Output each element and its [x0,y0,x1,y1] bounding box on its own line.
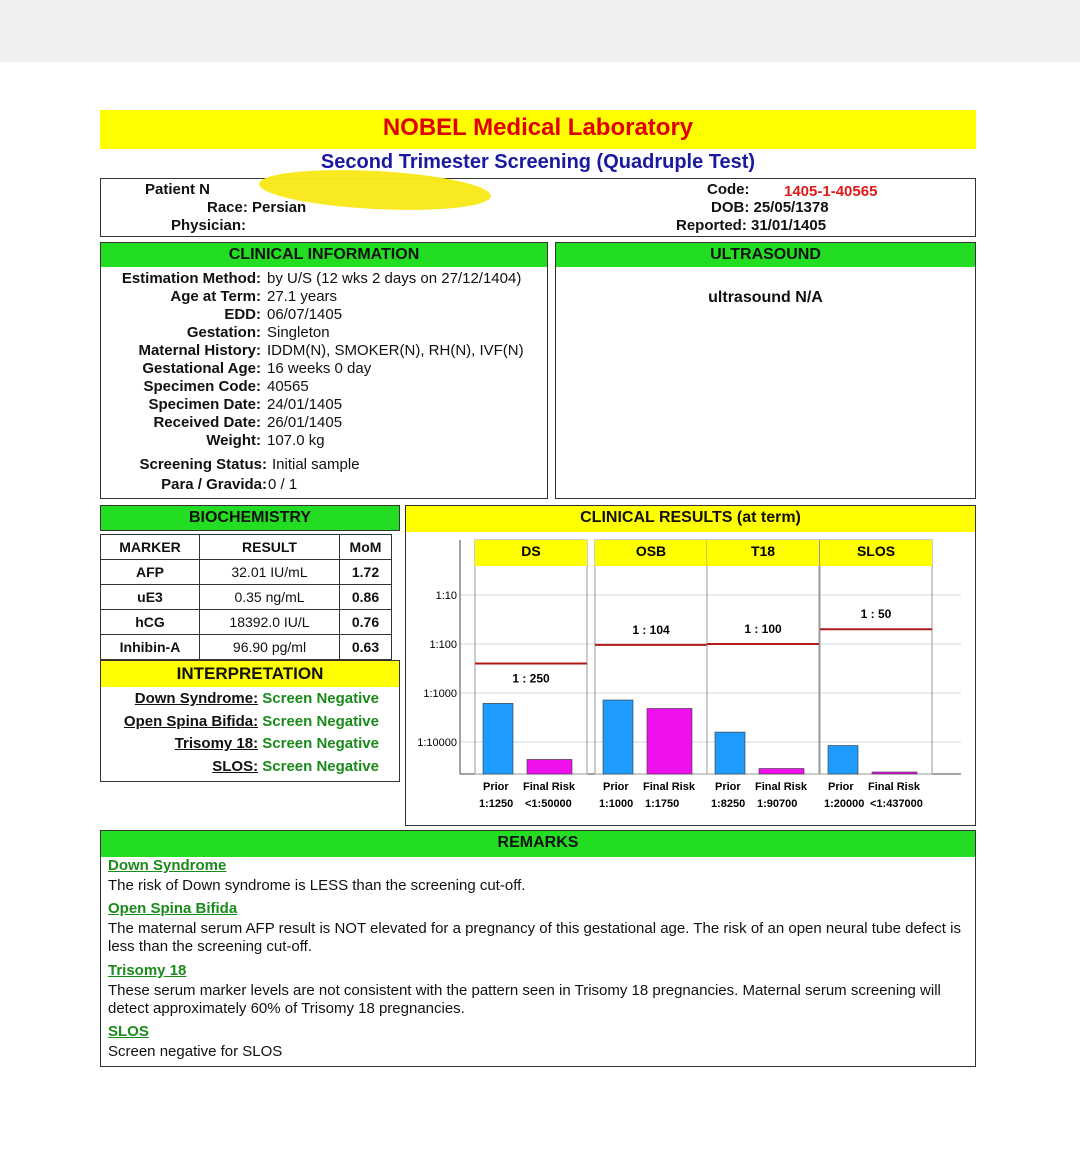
clinical-info-value: 107.0 kg [267,432,325,449]
table-row [101,560,392,585]
panel-title: SLOS [856,543,896,559]
final-risk-value: <1:437000 [870,798,923,810]
final-risk-label: Final Risk [523,781,575,793]
patient-info-box [100,178,976,237]
clinical-info-key: Received Date: [153,414,261,431]
clinical-info-value: Singleton [267,324,330,341]
column-header: MARKER [101,535,200,560]
final-risk-value: 1:1750 [645,798,680,810]
prior-bar [603,700,633,774]
prior-label: Prior [603,781,629,793]
clinical-info-key: Age at Term: [170,288,261,305]
clinical-info-key: Weight: [206,432,261,449]
clinical-info-key: EDD: [224,306,261,323]
test-title: Second Trimester Screening (Quadruple Test) [320,151,756,173]
table-row [101,610,392,635]
column-header: MoM [340,535,392,560]
para-gravida-value: 0 / 1 [268,476,298,493]
screening-status-label: Screening Status: [139,456,267,473]
mom-cell: 0.86 [340,585,392,610]
remark-text: These serum marker levels are not consistent with the pattern seen in Trisomy 18 pregnancies. Maternal serum screening will detect approximately 60% of Trisomy 18 pregnancies. [108,982,941,1017]
interpretation-condition: SLOS: [212,757,259,775]
biochemistry-section [100,505,400,531]
panel-title: T18 [750,543,776,559]
panel-title: DS [521,543,541,559]
marker-cell: uE3 [101,585,200,610]
prior-value: 1:1000 [599,798,634,810]
prior-bar [828,746,858,774]
final-risk-label: Final Risk [868,781,920,793]
biochemistry-table [100,534,392,660]
clinical-info-value: 06/07/1405 [267,306,343,323]
patient-name-label: Patient N [145,181,211,198]
clinical-info-value: 26/01/1405 [267,414,343,431]
final-bar [872,772,917,774]
final-bar [527,759,572,774]
clinical-info-box [100,242,548,499]
interpretation-condition: Trisomy 18: [174,735,259,752]
table-row [101,585,392,610]
interpretation-condition: Down Syndrome: [134,690,259,707]
clinical-info-value: 40565 [267,378,309,395]
result-cell: 0.35 ng/mL [200,585,340,610]
table-row [101,635,392,660]
final-risk-value: 1:90700 [757,798,798,810]
mom-cell: 0.76 [340,610,392,635]
prior-label: Prior [715,781,741,793]
code-value: 1405-1-40565 [784,183,878,200]
marker-cell: hCG [101,610,200,635]
clinical-info-key: Maternal History: [138,342,261,359]
interpretation-heading: INTERPRETATION [101,661,399,687]
code-label: Code: [707,181,750,198]
interpretation-result: Screen Negative [262,690,379,707]
panel-frame [820,540,932,774]
clinical-results-heading: CLINICAL RESULTS (at term) [406,506,975,532]
clinical-info-value: 27.1 years [267,288,338,305]
prior-label: Prior [483,781,509,793]
clinical-info-value: 16 weeks 0 day [267,360,372,377]
clinical-info-key: Specimen Code: [143,378,261,395]
final-bar [647,709,692,774]
marker-cell: AFP [101,560,200,585]
final-risk-label: Final Risk [755,781,807,793]
ultrasound-heading: ULTRASOUND [556,243,975,267]
interpretation-condition: Open Spina Bifida: [123,712,259,730]
cutoff-label: 1 : 250 [512,671,550,686]
remark-text: The maternal serum AFP result is NOT elevated for a pregnancy of this gestational age. The risk of an open neural tube defect is less than the screening cut-off. [108,920,961,955]
clinical-info-key: Gestational Age: [142,360,261,377]
interpretation-result: Screen Negative [262,757,379,775]
clinical-info-key: Gestation: [186,324,261,341]
cutoff-label: 1 : 100 [744,622,782,636]
clinical-info-value: 24/01/1405 [267,396,343,413]
clinical-info-value: by U/S (12 wks 2 days on 27/12/1404) [267,270,522,287]
interpretation-row [135,690,379,707]
interpretation-result: Screen Negative [262,712,379,730]
column-header: RESULT [200,535,340,560]
interpretation-row [212,758,379,775]
y-tick-label: 1:1000 [423,688,457,700]
cutoff-label: 1 : 104 [632,622,670,637]
remarks-heading: REMARKS [101,831,975,857]
clinical-info-key: Estimation Method: [121,270,261,287]
interpretation-row [124,713,379,730]
remark-title: Trisomy 18 [108,962,187,979]
remark-title: Open Spina Bifida [108,900,238,917]
prior-value: 1:1250 [479,798,514,810]
top-bar [0,0,1080,62]
final-risk-label: Final Risk [643,781,695,793]
lab-title: NOBEL Medical Laboratory [100,110,976,149]
reported-date: Reported: 31/01/1405 [676,217,827,234]
mom-cell: 0.63 [340,635,392,660]
marker-cell: Inhibin-A [101,635,200,660]
remark-text: Screen negative for SLOS [108,1043,283,1060]
clinical-info-key: Specimen Date: [148,396,261,413]
para-gravida-label: Para / Gravida: [161,476,267,493]
prior-bar [715,732,745,774]
result-cell: 32.01 IU/mL [200,560,340,585]
prior-label: Prior [828,781,854,793]
remark-title: Down Syndrome [108,857,227,874]
ultrasound-box [555,242,976,499]
clinical-info-value: IDDM(N), SMOKER(N), RH(N), IVF(N) [267,342,524,359]
y-tick-label: 1:10 [435,590,457,602]
prior-value: 1:20000 [824,798,865,810]
risk-chart [405,530,975,820]
prior-value: 1:8250 [711,798,746,810]
clinical-info-heading: CLINICAL INFORMATION [101,243,547,267]
cutoff-label: 1 : 50 [860,607,892,622]
result-cell: 18392.0 IU/L [200,610,340,635]
ultrasound-text: ultrasound N/A [708,289,823,306]
prior-bar [483,703,513,774]
race-label: Race: Persian [207,199,307,216]
interpretation-box [100,660,400,782]
y-tick-label: 1:100 [429,639,457,651]
table-header-row [101,535,392,560]
panel-title: OSB [635,543,667,559]
remark-title: SLOS [108,1023,149,1040]
final-risk-value: <1:50000 [525,798,572,810]
y-tick-label: 1:10000 [417,737,457,749]
final-bar [759,769,804,774]
physician-label: Physician: [171,217,247,234]
interpretation-row [175,735,379,752]
mom-cell: 1.72 [340,560,392,585]
screening-status-value: Initial sample [272,456,360,473]
dob: DOB: 25/05/1378 [711,199,829,216]
biochemistry-heading: BIOCHEMISTRY [100,505,400,531]
remark-text: The risk of Down syndrome is LESS than the screening cut-off. [108,877,526,894]
result-cell: 96.90 pg/ml [200,635,340,660]
interpretation-result: Screen Negative [262,735,379,752]
